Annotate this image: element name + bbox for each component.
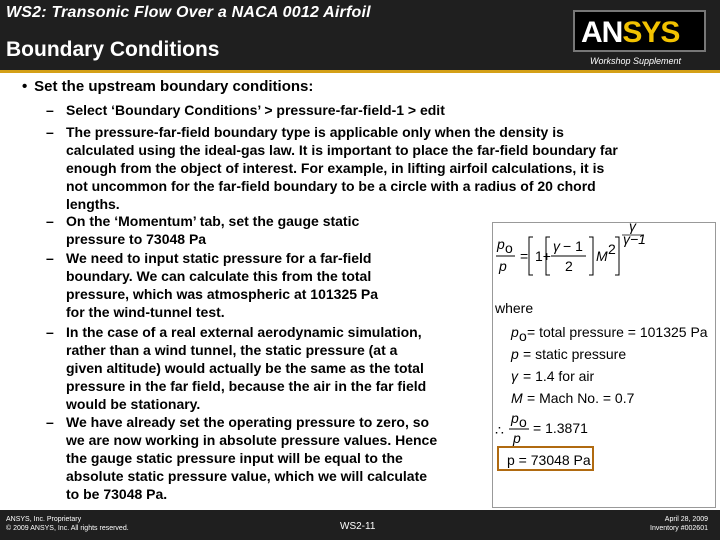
eq-def-p: = static pressure bbox=[523, 346, 627, 362]
eq-where-label: where bbox=[495, 300, 534, 316]
footer-inventory: Inventory #002601 bbox=[650, 525, 708, 532]
main-bullet-text: Set the upstream boundary conditions: bbox=[34, 78, 314, 95]
eq-po-symbol: p bbox=[497, 236, 505, 252]
sub-item-line: On the ‘Momentum’ tab, set the gauge static bbox=[66, 213, 360, 229]
sub-item-line: Select ‘Boundary Conditions’ > pressure-far-field-1 > edit bbox=[66, 102, 445, 118]
sub-item-line: lengths. bbox=[66, 196, 120, 212]
footer-date-inventory bbox=[650, 515, 708, 533]
svg-text:o: o bbox=[519, 414, 527, 430]
svg-text:γ: γ bbox=[629, 223, 636, 234]
svg-text:γ: γ bbox=[511, 368, 518, 384]
svg-text:p: p bbox=[513, 430, 521, 446]
sub-item-line: we are now working in absolute pressure values. Hence bbox=[66, 432, 438, 448]
sub-item-line: not uncommon for the far-field boundary to be a circle with a radius of 20 chord bbox=[66, 178, 596, 194]
sub-item-line: the gauge static pressure input will be equal to the bbox=[66, 450, 403, 466]
svg-text:o: o bbox=[519, 328, 527, 344]
svg-text:2: 2 bbox=[565, 258, 573, 274]
svg-text:M: M bbox=[596, 248, 608, 264]
footer-proprietary: ANSYS, Inc. Proprietary bbox=[6, 516, 82, 523]
sub-item-line: pressure in the far field, because the air in the far field bbox=[66, 378, 427, 394]
logo-text: ANSYS bbox=[581, 16, 680, 48]
sub-item-5 bbox=[46, 323, 427, 413]
sub-item-line: boundary. We can calculate this from the total bbox=[66, 268, 372, 284]
sub-item-line: rather than a wind tunnel, the static pressure (at a bbox=[66, 342, 398, 358]
sub-item-line: for the wind-tunnel test. bbox=[66, 304, 225, 320]
sub-item-dash: – bbox=[46, 213, 54, 229]
sub-item-line: pressure to 73048 Pa bbox=[66, 231, 207, 247]
footer-copyright bbox=[6, 515, 129, 533]
eq-p-symbol: p bbox=[499, 258, 507, 274]
eq-def-m: = Mach No. = 0.7 bbox=[527, 390, 635, 406]
sub-item-dash: – bbox=[46, 324, 54, 340]
eq-result: p = 73048 Pa bbox=[507, 452, 591, 468]
sub-item-dash: – bbox=[46, 124, 54, 140]
sub-item-line: absolute static pressure value, which we will calculate bbox=[66, 468, 428, 484]
sub-item-line: given altitude) would actually be the same as the total bbox=[66, 360, 424, 376]
svg-text:M: M bbox=[511, 390, 523, 406]
svg-text:− 1: − 1 bbox=[563, 238, 583, 254]
svg-text:1+: 1+ bbox=[535, 248, 551, 264]
ansys-logo bbox=[573, 10, 706, 52]
svg-text:γ: γ bbox=[553, 238, 560, 254]
workshop-label: Workshop Supplement bbox=[590, 56, 682, 66]
header-rule bbox=[0, 70, 720, 73]
svg-text:2: 2 bbox=[608, 241, 616, 257]
svg-text:o: o bbox=[505, 240, 513, 256]
eq-def-po: = total pressure = 101325 Pa bbox=[527, 324, 708, 340]
slide-header bbox=[0, 0, 720, 70]
sub-item-6 bbox=[46, 413, 438, 503]
svg-text:γ−1: γ−1 bbox=[623, 231, 646, 247]
slide-subtitle: Boundary Conditions bbox=[6, 38, 220, 61]
sub-item-dash: – bbox=[46, 414, 54, 430]
slide-footer bbox=[0, 510, 720, 540]
sub-item-3 bbox=[46, 212, 360, 248]
sub-item-1 bbox=[46, 101, 445, 119]
sub-item-2 bbox=[46, 123, 706, 213]
footer-date: April 28, 2009 bbox=[664, 516, 708, 523]
sub-item-line: to be 73048 Pa. bbox=[66, 486, 168, 502]
result-highlight-box bbox=[497, 446, 594, 471]
sub-item-line: The pressure-far-field boundary type is applicable only when the density is bbox=[66, 124, 564, 140]
svg-text:p: p bbox=[511, 324, 519, 340]
main-bullet bbox=[22, 78, 313, 95]
svg-text:p: p bbox=[511, 346, 519, 362]
sub-item-line: would be stationary. bbox=[66, 396, 201, 412]
sub-item-line: pressure, which was atmospheric at 101325 Pa bbox=[66, 286, 379, 302]
sub-item-line: enough from the object of interest. For example, in lifting airfoil calculations, it is bbox=[66, 160, 605, 176]
sub-item-dash: – bbox=[46, 102, 54, 118]
svg-text:∴: ∴ bbox=[495, 422, 504, 438]
eq-ratio-value: = 1.3871 bbox=[533, 420, 588, 436]
svg-text:p: p bbox=[511, 410, 519, 426]
page-number: WS2-11 bbox=[340, 521, 376, 532]
sub-item-dash: – bbox=[46, 250, 54, 266]
eq-def-gamma: = 1.4 for air bbox=[523, 368, 595, 384]
svg-text:=: = bbox=[520, 248, 529, 264]
sub-item-line: In the case of a real external aerodynamic simulation, bbox=[66, 324, 422, 340]
sub-item-4 bbox=[46, 249, 379, 321]
sub-item-line: We have already set the operating pressure to zero, so bbox=[66, 414, 430, 430]
slide-title: WS2: Transonic Flow Over a NACA 0012 Airfoil bbox=[6, 4, 371, 21]
bullet-marker: • bbox=[22, 78, 28, 95]
footer-rights: © 2009 ANSYS, Inc. All rights reserved. bbox=[6, 525, 129, 532]
sub-item-line: We need to input static pressure for a far-field bbox=[66, 250, 372, 266]
sub-item-line: calculated using the ideal-gas law. It is important to place the far-field boundary far bbox=[66, 142, 618, 158]
